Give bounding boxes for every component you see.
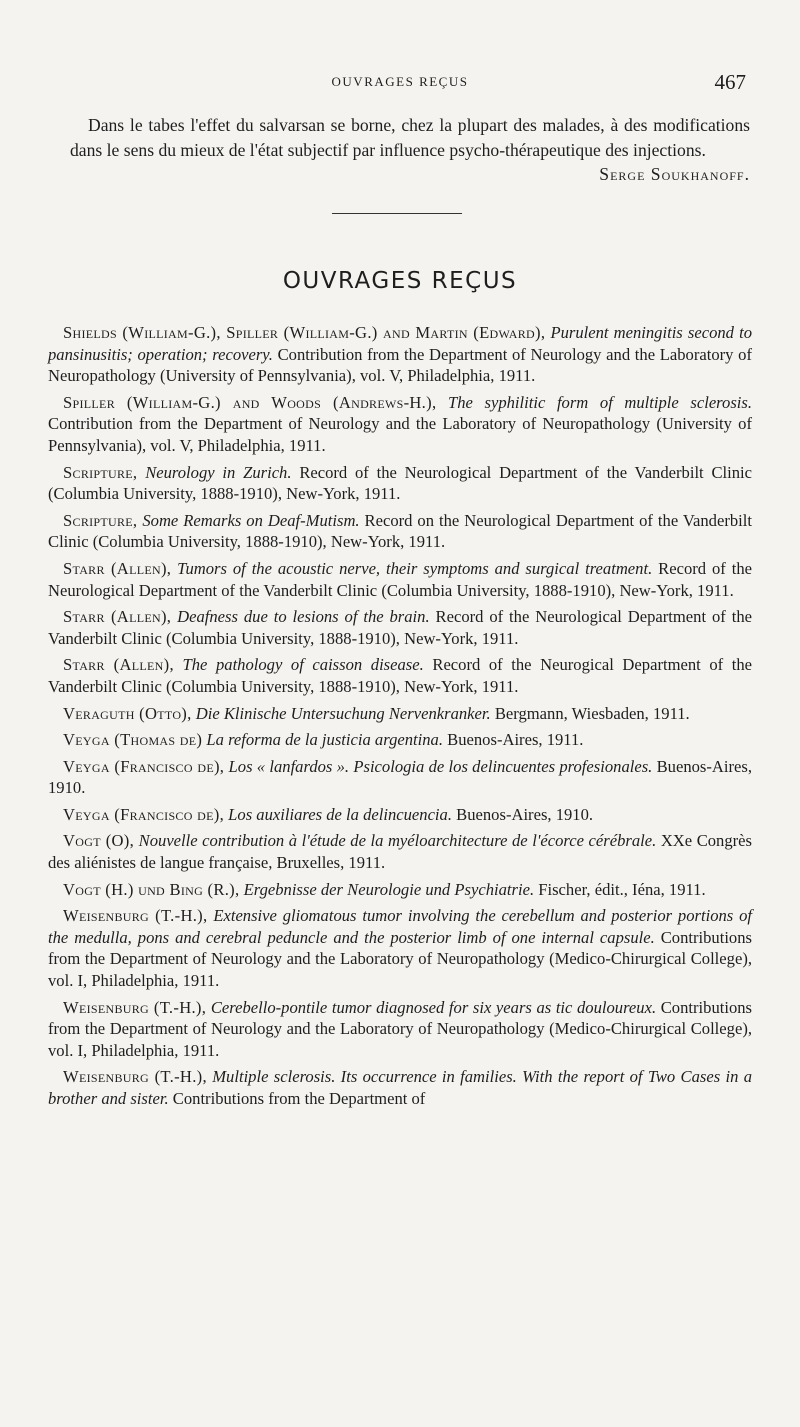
entry-title: Deafness due to lesions of the brain. xyxy=(177,607,430,627)
bibliography-entry xyxy=(48,654,752,697)
entry-author: Veyga (Francisco de), xyxy=(63,804,225,824)
bibliography-entry xyxy=(48,703,752,725)
bibliography-entry xyxy=(48,905,752,991)
entry-author: Scripture, xyxy=(63,462,138,482)
entry-author: Weisenburg (T.-H.), xyxy=(63,906,208,926)
entry-details: XXe Congrès des aliénistes de langue française, Bruxelles, 1911. xyxy=(48,831,753,873)
entry-title: Ergebnisse der Neurologie und Psychiatrie. xyxy=(243,879,535,899)
bibliography-entry xyxy=(48,729,752,751)
entry-details: Bergmann, Wiesbaden, 1911. xyxy=(494,703,690,723)
running-title: OUVRAGES REÇUS xyxy=(331,74,469,89)
entry-title: Multiple sclerosis. Its occurrence in families. With the report of Two Cases in a brother and sister. xyxy=(48,1067,752,1108)
bibliography-list xyxy=(48,322,752,1115)
entry-title: The syphilitic form of multiple sclerosis. xyxy=(448,392,752,412)
bibliography-entry xyxy=(48,756,752,799)
page-number: 467 xyxy=(714,70,746,94)
entry-details: Record on the Neurological Department of the Vanderbilt Clinic (Columbia University, 1888-1910), New-York, 1911. xyxy=(48,510,752,552)
entry-author: Weisenburg (T.-H.), xyxy=(63,997,207,1017)
entry-title: Cerebello-pontile tumor diagnosed for six years as tic douloureux. xyxy=(210,997,657,1017)
bibliography-entry xyxy=(48,462,752,505)
entry-title: Tumors of the acoustic nerve, their symptoms and surgical treatment. xyxy=(177,558,653,578)
bibliography-entry xyxy=(48,1066,752,1109)
entry-author: Starr (Allen), xyxy=(63,607,172,627)
entry-details: Contribution from the Department of Neurology and the Laboratory of Neuropathology (University of Pennsylvania), vol. V, Philadelphia, 1911. xyxy=(48,344,752,386)
entry-details: Record of the Neurological Department of the Vanderbilt Clinic (Columbia University, 1888-1910), New-York, 1911. xyxy=(48,607,752,648)
entry-details: Record of the Neurological Department of the Vanderbilt Clinic (Columbia University, 1888-1910), New-York, 1911. xyxy=(48,558,752,600)
entry-title: Purulent meningitis second to pansinusitis; operation; recovery. xyxy=(48,323,752,364)
entry-author: Shields (William-G.), Spiller (William-G.) and Martin (Edward), xyxy=(63,323,546,342)
entry-title: Extensive gliomatous tumor involving the cerebellum and posterior portions of the medulla, pons and cerebral peduncle and the posterior limb of one internal capsule. xyxy=(48,906,753,947)
entry-title: Los « lanfardos ». Psicologia de los delincuentes profesionales. xyxy=(228,756,653,776)
entry-details: Buenos-Aires, 1910. xyxy=(456,804,594,824)
entry-details: Record of the Neurological Department of the Vanderbilt Clinic (Columbia University, 1888-1910), New-York, 1911. xyxy=(48,462,753,504)
entry-title: La reforma de la justicia argentina. xyxy=(206,730,443,750)
entry-author: Starr (Allen), xyxy=(63,655,174,675)
entry-title: Nouvelle contribution à l'étude de la myéloarchitecture de l'écorce cérébrale. xyxy=(138,831,657,851)
entry-author: Spiller (William-G.) and Woods (Andrews-H.), xyxy=(63,392,437,412)
entry-details: Contribution from the Department of Neurology and the Laboratory of Neuropathology (University of Pennsylvania), vol. V, Philadelphia, 1911. xyxy=(48,414,752,455)
bibliography-entry xyxy=(48,997,752,1062)
entry-author: Weisenburg (T.-H.), xyxy=(63,1067,207,1087)
entry-author: Starr (Allen), xyxy=(63,558,172,578)
separator-rule xyxy=(332,213,462,214)
intro-text: Dans le tabes l'effet du salvarsan se borne, chez la plupart des malades, à des modifications dans le sens du mieux de l'état subjectif par influence psycho-thérapeutique des injections. xyxy=(70,115,750,160)
bibliography-entry xyxy=(48,322,752,387)
entry-details: Buenos-Aires, 1910. xyxy=(48,756,753,798)
entry-title: Some Remarks on Deaf-Mutism. xyxy=(142,510,360,530)
entry-author: Veyga (Thomas de) xyxy=(63,730,203,750)
entry-author: Scripture, xyxy=(63,510,138,530)
entry-details: Fischer, édit., Iéna, 1911. xyxy=(538,879,706,899)
entry-title: Neurology in Zurich. xyxy=(145,462,292,482)
entry-author: Vogt (O), xyxy=(63,831,135,851)
bibliography-entry xyxy=(48,392,752,457)
running-head xyxy=(0,70,800,94)
section-title: OUVRAGES REÇUS xyxy=(282,268,518,294)
entry-details: Contributions from the Department of Neurology and the Laboratory of Neuropathology (Medico-Chirurgical College), vol. I, Philadelphia, 1911. xyxy=(48,927,752,991)
bibliography-entry xyxy=(48,606,752,649)
entry-details: Record of the Neurogical Department of the Vanderbilt Clinic (Columbia University, 1888-1910), New-York, 1911. xyxy=(48,655,753,696)
entry-title: The pathology of caisson disease. xyxy=(182,655,424,675)
entry-details: Contributions from the Department of Neurology and the Laboratory of Neuropathology (Medico-Chirurgical College), vol. I, Philadelphia, 1911. xyxy=(48,997,753,1060)
entry-author: Veyga (Francisco de), xyxy=(63,756,225,776)
entry-author: Vogt (H.) und Bing (R.), xyxy=(63,879,240,899)
entry-details: Contributions from the Department of xyxy=(172,1089,426,1108)
signature: Serge Soukhanoff. xyxy=(599,164,750,184)
intro-paragraph xyxy=(70,113,750,187)
entry-title: Los auxiliares de la delincuencia. xyxy=(228,804,452,824)
entry-details: Buenos-Aires, 1911. xyxy=(447,730,584,750)
entry-author: Veraguth (Otto), xyxy=(63,703,192,723)
bibliography-entry xyxy=(48,879,752,901)
bibliography-entry xyxy=(48,510,752,553)
bibliography-entry xyxy=(48,830,752,873)
bibliography-entry xyxy=(48,558,752,601)
bibliography-entry xyxy=(48,804,752,826)
entry-title: Die Klinische Untersuchung Nervenkranker. xyxy=(195,703,491,723)
